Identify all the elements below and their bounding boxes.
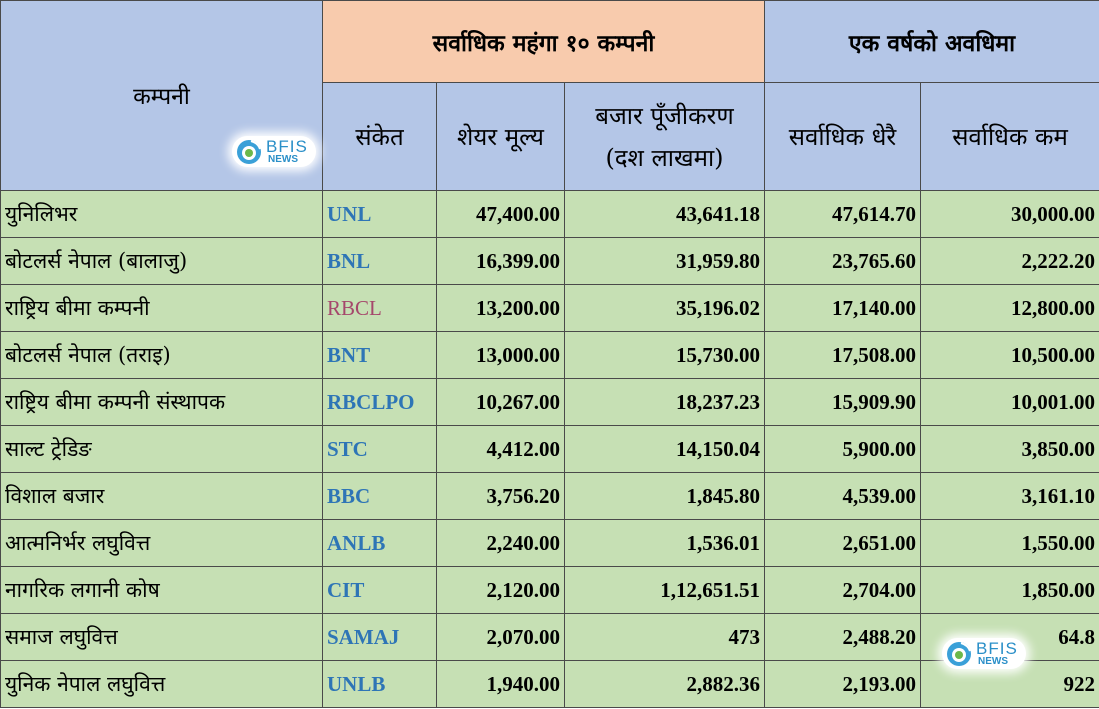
high-cell: 2,193.00 [765, 661, 921, 708]
high-cell: 2,704.00 [765, 567, 921, 614]
mcap-header [565, 83, 765, 191]
price-cell: 47,400.00 [437, 191, 565, 238]
high-cell: 4,539.00 [765, 473, 921, 520]
price-cell: 2,240.00 [437, 520, 565, 567]
price-cell: 1,940.00 [437, 661, 565, 708]
symbol-cell: SAMAJ [323, 614, 437, 661]
symbol-cell: ANLB [323, 520, 437, 567]
mcap-cell: 43,641.18 [565, 191, 765, 238]
low-cell: 30,000.00 [921, 191, 1099, 238]
table-row [1, 379, 1099, 426]
table-row [1, 332, 1099, 379]
low-cell: 2,222.20 [921, 238, 1099, 285]
group-most-expensive-header: सर्वाधिक महंगा १० कम्पनी [323, 1, 765, 83]
mcap-cell: 2,882.36 [565, 661, 765, 708]
table-row [1, 614, 1099, 661]
symbol-cell: RBCLPO [323, 379, 437, 426]
logo-subtext: NEWS [978, 656, 1008, 667]
price-cell: 10,267.00 [437, 379, 565, 426]
company-name-cell: साल्ट ट्रेडिङ [1, 426, 323, 473]
mcap-cell: 1,845.80 [565, 473, 765, 520]
logo-text: BFIS [266, 137, 308, 156]
table-row [1, 567, 1099, 614]
table-row [1, 238, 1099, 285]
high-cell: 47,614.70 [765, 191, 921, 238]
price-header: शेयर मूल्य [437, 83, 565, 191]
low-cell: 3,161.10 [921, 473, 1099, 520]
bfis-logo-top [232, 136, 316, 167]
mcap-cell: 1,12,651.51 [565, 567, 765, 614]
low-cell: 10,500.00 [921, 332, 1099, 379]
symbol-cell: UNLB [323, 661, 437, 708]
company-name-cell: बोटलर्स नेपाल (तराइ) [1, 332, 323, 379]
high-cell: 23,765.60 [765, 238, 921, 285]
mcap-cell: 35,196.02 [565, 285, 765, 332]
mcap-cell: 18,237.23 [565, 379, 765, 426]
price-cell: 2,120.00 [437, 567, 565, 614]
price-cell: 16,399.00 [437, 238, 565, 285]
symbol-cell: CIT [323, 567, 437, 614]
table-body [1, 191, 1099, 708]
price-cell: 2,070.00 [437, 614, 565, 661]
company-name-cell: बोटलर्स नेपाल (बालाजु) [1, 238, 323, 285]
high-cell: 17,140.00 [765, 285, 921, 332]
company-header-label: कम्पनी [133, 84, 190, 110]
bfis-logo-icon [946, 641, 972, 667]
mcap-cell: 1,536.01 [565, 520, 765, 567]
symbol-header: संकेत [323, 83, 437, 191]
symbol-cell: UNL [323, 191, 437, 238]
mcap-cell: 14,150.04 [565, 426, 765, 473]
mcap-header-line1: बजार पूँजीकरण [595, 101, 734, 130]
table-row [1, 285, 1099, 332]
symbol-cell: RBCL [323, 285, 437, 332]
low-cell: 922 [921, 661, 1099, 708]
company-name-cell: युनिक नेपाल लघुवित्त [1, 661, 323, 708]
company-name-cell: युनिलिभर [1, 191, 323, 238]
high-cell: 2,488.20 [765, 614, 921, 661]
low-cell: 64.8 [921, 614, 1099, 661]
table-row [1, 191, 1099, 238]
price-cell: 4,412.00 [437, 426, 565, 473]
group-one-year-header: एक वर्षको अवधिमा [765, 1, 1099, 83]
mcap-cell: 31,959.80 [565, 238, 765, 285]
low-cell: 1,850.00 [921, 567, 1099, 614]
high-cell: 2,651.00 [765, 520, 921, 567]
low-cell: 12,800.00 [921, 285, 1099, 332]
table-row [1, 520, 1099, 567]
company-name-cell: आत्मनिर्भर लघुवित्त [1, 520, 323, 567]
high-cell: 17,508.00 [765, 332, 921, 379]
price-cell: 3,756.20 [437, 473, 565, 520]
low-header: सर्वाधिक कम [921, 83, 1099, 191]
company-name-cell: राष्ट्रिय बीमा कम्पनी [1, 285, 323, 332]
low-cell: 10,001.00 [921, 379, 1099, 426]
logo-subtext: NEWS [268, 154, 298, 165]
high-header: सर्वाधिक धेरै [765, 83, 921, 191]
price-cell: 13,200.00 [437, 285, 565, 332]
company-name-cell: नागरिक लगानी कोष [1, 567, 323, 614]
high-cell: 15,909.90 [765, 379, 921, 426]
company-name-cell: राष्ट्रिय बीमा कम्पनी संस्थापक [1, 379, 323, 426]
symbol-cell: BBC [323, 473, 437, 520]
mcap-cell: 473 [565, 614, 765, 661]
symbol-cell: BNL [323, 238, 437, 285]
low-cell: 1,550.00 [921, 520, 1099, 567]
mcap-cell: 15,730.00 [565, 332, 765, 379]
bfis-logo-bottom [942, 638, 1026, 669]
price-cell: 13,000.00 [437, 332, 565, 379]
company-name-cell: विशाल बजार [1, 473, 323, 520]
symbol-cell: STC [323, 426, 437, 473]
table-row [1, 473, 1099, 520]
bfis-logo-icon [236, 139, 262, 165]
high-cell: 5,900.00 [765, 426, 921, 473]
logo-text: BFIS [976, 639, 1018, 658]
table-row [1, 661, 1099, 708]
company-name-cell: समाज लघुवित्त [1, 614, 323, 661]
table-row [1, 426, 1099, 473]
low-cell: 3,850.00 [921, 426, 1099, 473]
symbol-cell: BNT [323, 332, 437, 379]
mcap-header-line2: (दश लाखमा) [605, 143, 724, 172]
